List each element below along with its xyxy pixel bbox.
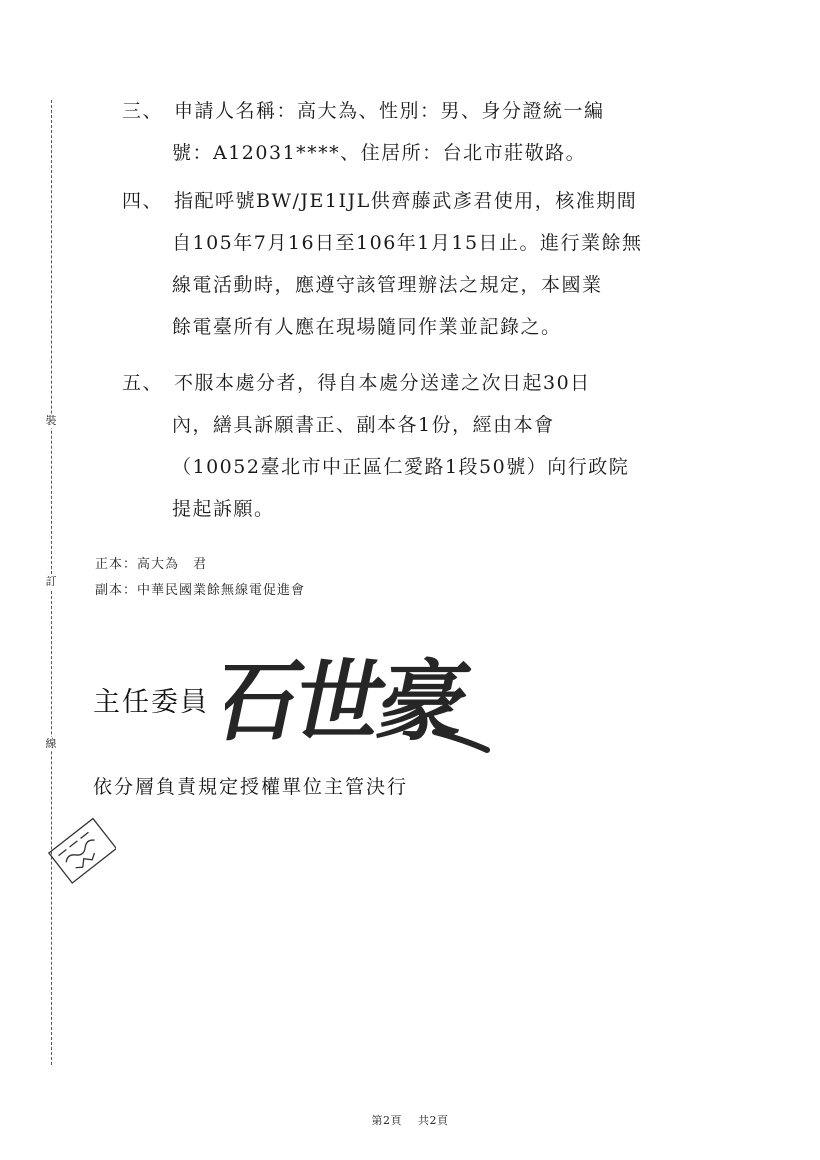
page-total: 共2頁	[418, 1114, 449, 1127]
signature-name: 石世豪	[225, 648, 476, 753]
page-number: 第2頁	[371, 1114, 402, 1127]
item-number: 三、	[122, 100, 164, 122]
binding-label-line: 線	[42, 737, 60, 751]
item-line: 號：A12031****、住居所：台北市莊敬路。	[172, 142, 587, 164]
seal-stamp	[48, 810, 116, 890]
item-number: 五、	[122, 372, 164, 394]
item-line: 餘電臺所有人應在現場隨同作業並記錄之。	[172, 316, 562, 338]
binding-label-bind: 裝	[42, 414, 60, 428]
item-number: 四、	[122, 190, 164, 212]
signature-calligraphy	[225, 640, 490, 755]
binding-label-staple: 訂	[42, 575, 60, 589]
delegation-note: 依分層負責規定授權單位主管決行	[93, 776, 409, 798]
signatory-title: 主任委員	[93, 687, 209, 718]
item-line: 自105年7月16日至106年1月15日止。進行業餘無	[172, 232, 643, 254]
item-line: （10052臺北市中正區仁愛路1段50號）向行政院	[172, 456, 630, 478]
item-three	[122, 90, 722, 174]
page-footer	[0, 1112, 820, 1128]
copy-original: 正本：高大為 君	[95, 557, 208, 572]
item-line: 內，繕具訴願書正、副本各1份，經由本會	[172, 414, 555, 436]
item-line: 指配呼號BW/JE1IJL供齊藤武彥君使用，核准期間	[174, 190, 638, 212]
copy-duplicate: 副本：中華民國業餘無線電促進會	[95, 583, 306, 598]
item-five	[122, 362, 722, 530]
item-line: 申請人名稱：高大為、性別：男、身分證統一編	[174, 100, 605, 122]
item-line: 提起訴願。	[172, 498, 275, 520]
item-four	[122, 180, 722, 348]
item-line: 不服本處分者，得自本處分送達之次日起30日	[174, 372, 591, 394]
item-line: 線電活動時，應遵守該管理辦法之規定，本國業	[172, 274, 603, 296]
